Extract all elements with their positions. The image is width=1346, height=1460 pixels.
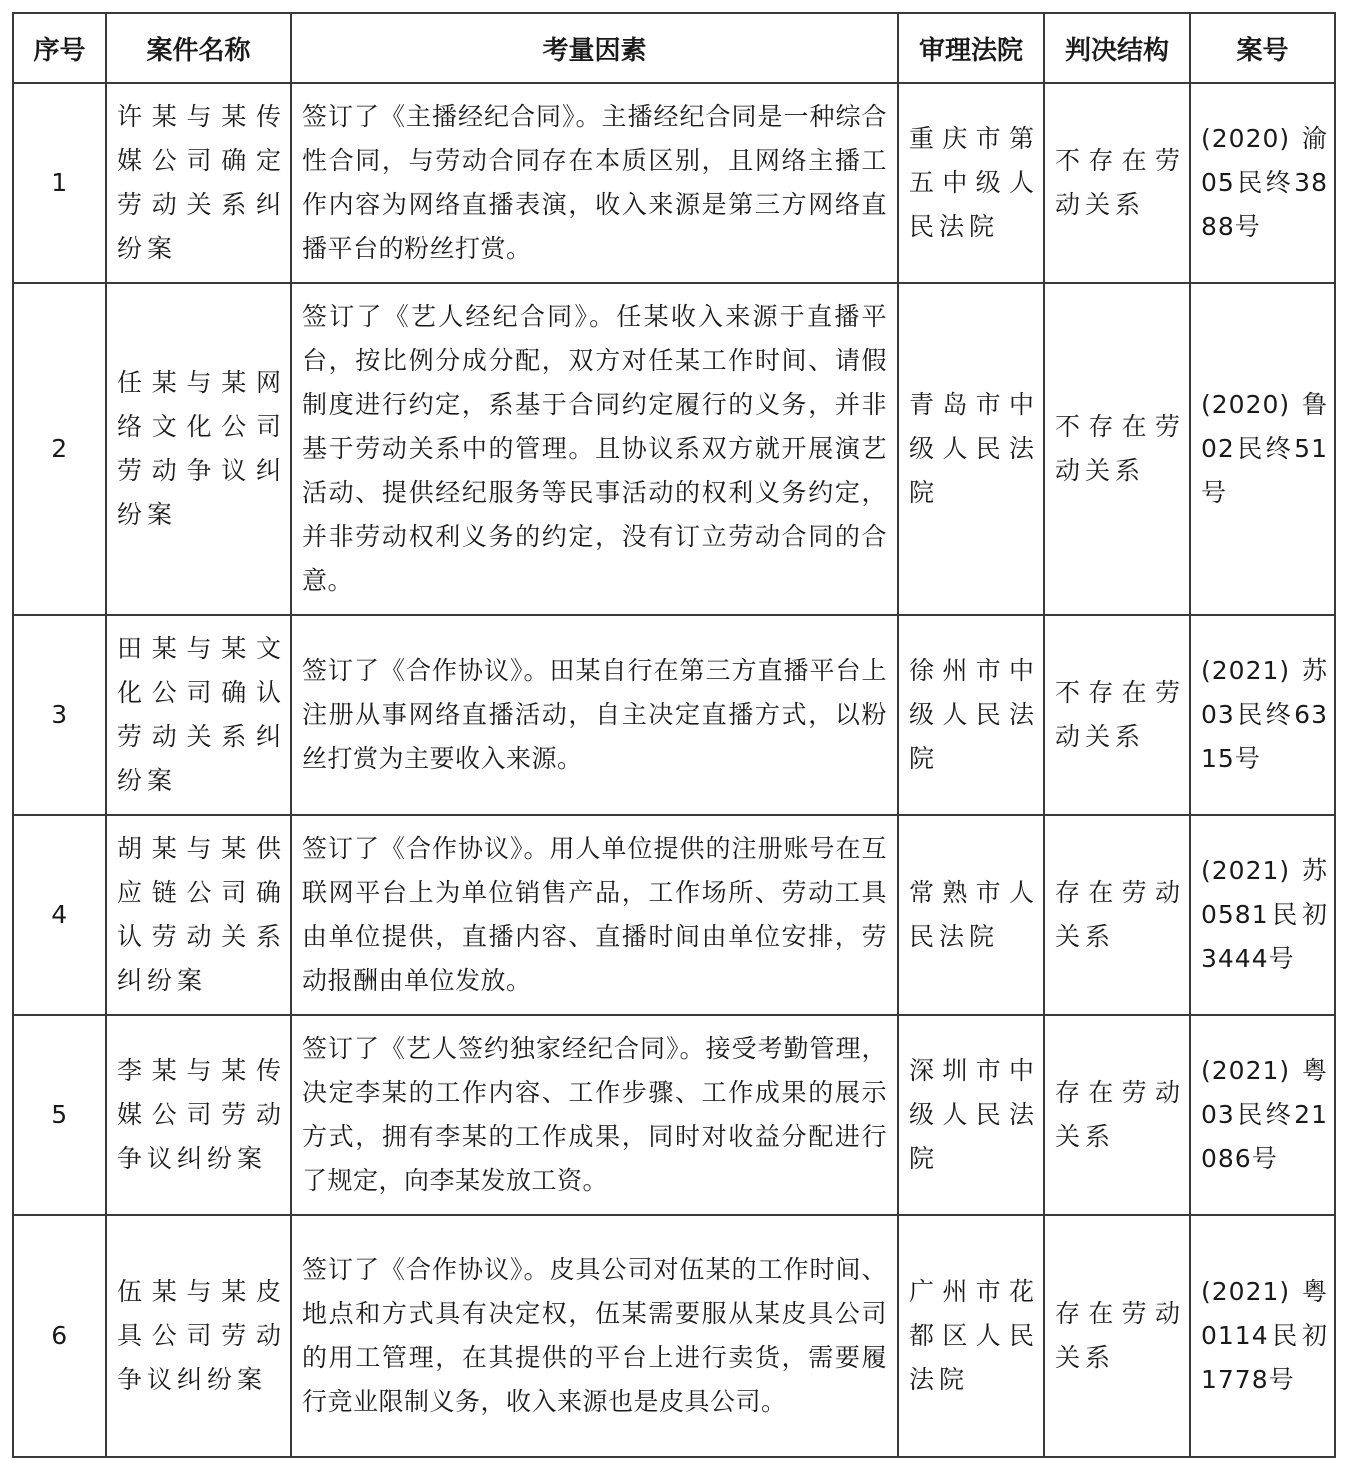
case-number: (2021) 粤0114民初1778号 bbox=[1190, 1215, 1335, 1457]
case-number: (2020) 渝05民终3888号 bbox=[1190, 83, 1335, 283]
table-row bbox=[13, 283, 1335, 615]
factors: 签订了《主播经纪合同》。主播经纪合同是一种综合性合同，与劳动合同存在本质区别，且网络主播工作内容为网络直播表演，收入来源是第三方网络直播平台的粉丝打赏。 bbox=[291, 83, 898, 283]
factors: 签订了《合作协议》。皮具公司对伍某的工作时间、地点和方式具有决定权，伍某需要服从某皮具公司的用工管理，在其提供的平台上进行卖货，需要履行竞业限制义务，收入来源也是皮具公司。 bbox=[291, 1215, 898, 1457]
case-number: (2021) 苏0581民初3444号 bbox=[1190, 815, 1335, 1015]
header-verdict: 判决结构 bbox=[1044, 13, 1190, 83]
court: 重庆市第五中级人民法院 bbox=[898, 83, 1044, 283]
case-name: 李某与某传媒公司劳动争议纠纷案 bbox=[106, 1015, 291, 1215]
header-case-name: 案件名称 bbox=[106, 13, 291, 83]
verdict: 不存在劳动关系 bbox=[1044, 83, 1190, 283]
row-number: 4 bbox=[13, 815, 106, 1015]
case-name: 田某与某文化公司确认劳动关系纠纷案 bbox=[106, 615, 291, 815]
header-factors: 考量因素 bbox=[291, 13, 898, 83]
table-row bbox=[13, 815, 1335, 1015]
verdict: 不存在劳动关系 bbox=[1044, 283, 1190, 615]
factors: 签订了《合作协议》。用人单位提供的注册账号在互联网平台上为单位销售产品，工作场所、劳动工具由单位提供，直播内容、直播时间由单位安排，劳动报酬由单位发放。 bbox=[291, 815, 898, 1015]
court: 徐州市中级人民法院 bbox=[898, 615, 1044, 815]
table-row bbox=[13, 83, 1335, 283]
header-case-number: 案号 bbox=[1190, 13, 1335, 83]
factors: 签订了《艺人签约独家经纪合同》。接受考勤管理，决定李某的工作内容、工作步骤、工作成果的展示方式，拥有李某的工作成果，同时对收益分配进行了规定，向李某发放工资。 bbox=[291, 1015, 898, 1215]
row-number: 6 bbox=[13, 1215, 106, 1457]
header-num: 序号 bbox=[13, 13, 106, 83]
table-row bbox=[13, 615, 1335, 815]
court: 深圳市中级人民法院 bbox=[898, 1015, 1044, 1215]
case-number: (2021) 苏03民终6315号 bbox=[1190, 615, 1335, 815]
verdict: 存在劳动关系 bbox=[1044, 1215, 1190, 1457]
row-number: 1 bbox=[13, 83, 106, 283]
case-name: 伍某与某皮具公司劳动争议纠纷案 bbox=[106, 1215, 291, 1457]
case-name: 胡某与某供应链公司确认劳动关系纠纷案 bbox=[106, 815, 291, 1015]
table-row bbox=[13, 1215, 1335, 1457]
row-number: 2 bbox=[13, 283, 106, 615]
court: 青岛市中级人民法院 bbox=[898, 283, 1044, 615]
case-name: 许某与某传媒公司确定劳动关系纠纷案 bbox=[106, 83, 291, 283]
court: 广州市花都区人民法院 bbox=[898, 1215, 1044, 1457]
factors: 签订了《合作协议》。田某自行在第三方直播平台上注册从事网络直播活动，自主决定直播方式，以粉丝打赏为主要收入来源。 bbox=[291, 615, 898, 815]
row-number: 3 bbox=[13, 615, 106, 815]
header-court: 审理法院 bbox=[898, 13, 1044, 83]
row-number: 5 bbox=[13, 1015, 106, 1215]
case-name: 任某与某网络文化公司劳动争议纠纷案 bbox=[106, 283, 291, 615]
verdict: 不存在劳动关系 bbox=[1044, 615, 1190, 815]
case-table bbox=[12, 12, 1336, 1458]
header-row bbox=[13, 13, 1335, 83]
table-row bbox=[13, 1015, 1335, 1215]
court: 常熟市人民法院 bbox=[898, 815, 1044, 1015]
case-number: (2021) 粤03民终21086号 bbox=[1190, 1015, 1335, 1215]
factors: 签订了《艺人经纪合同》。任某收入来源于直播平台，按比例分成分配，双方对任某工作时间、请假制度进行约定，系基于合同约定履行的义务，并非基于劳动关系中的管理。且协议系双方就开展演艺活动、提供经纪服务等民事活动的权利义务约定，并非劳动权利义务的约定，没有订立劳动合同的合意。 bbox=[291, 283, 898, 615]
verdict: 存在劳动关系 bbox=[1044, 1015, 1190, 1215]
verdict: 存在劳动关系 bbox=[1044, 815, 1190, 1015]
case-number: (2020) 鲁02民终51号 bbox=[1190, 283, 1335, 615]
